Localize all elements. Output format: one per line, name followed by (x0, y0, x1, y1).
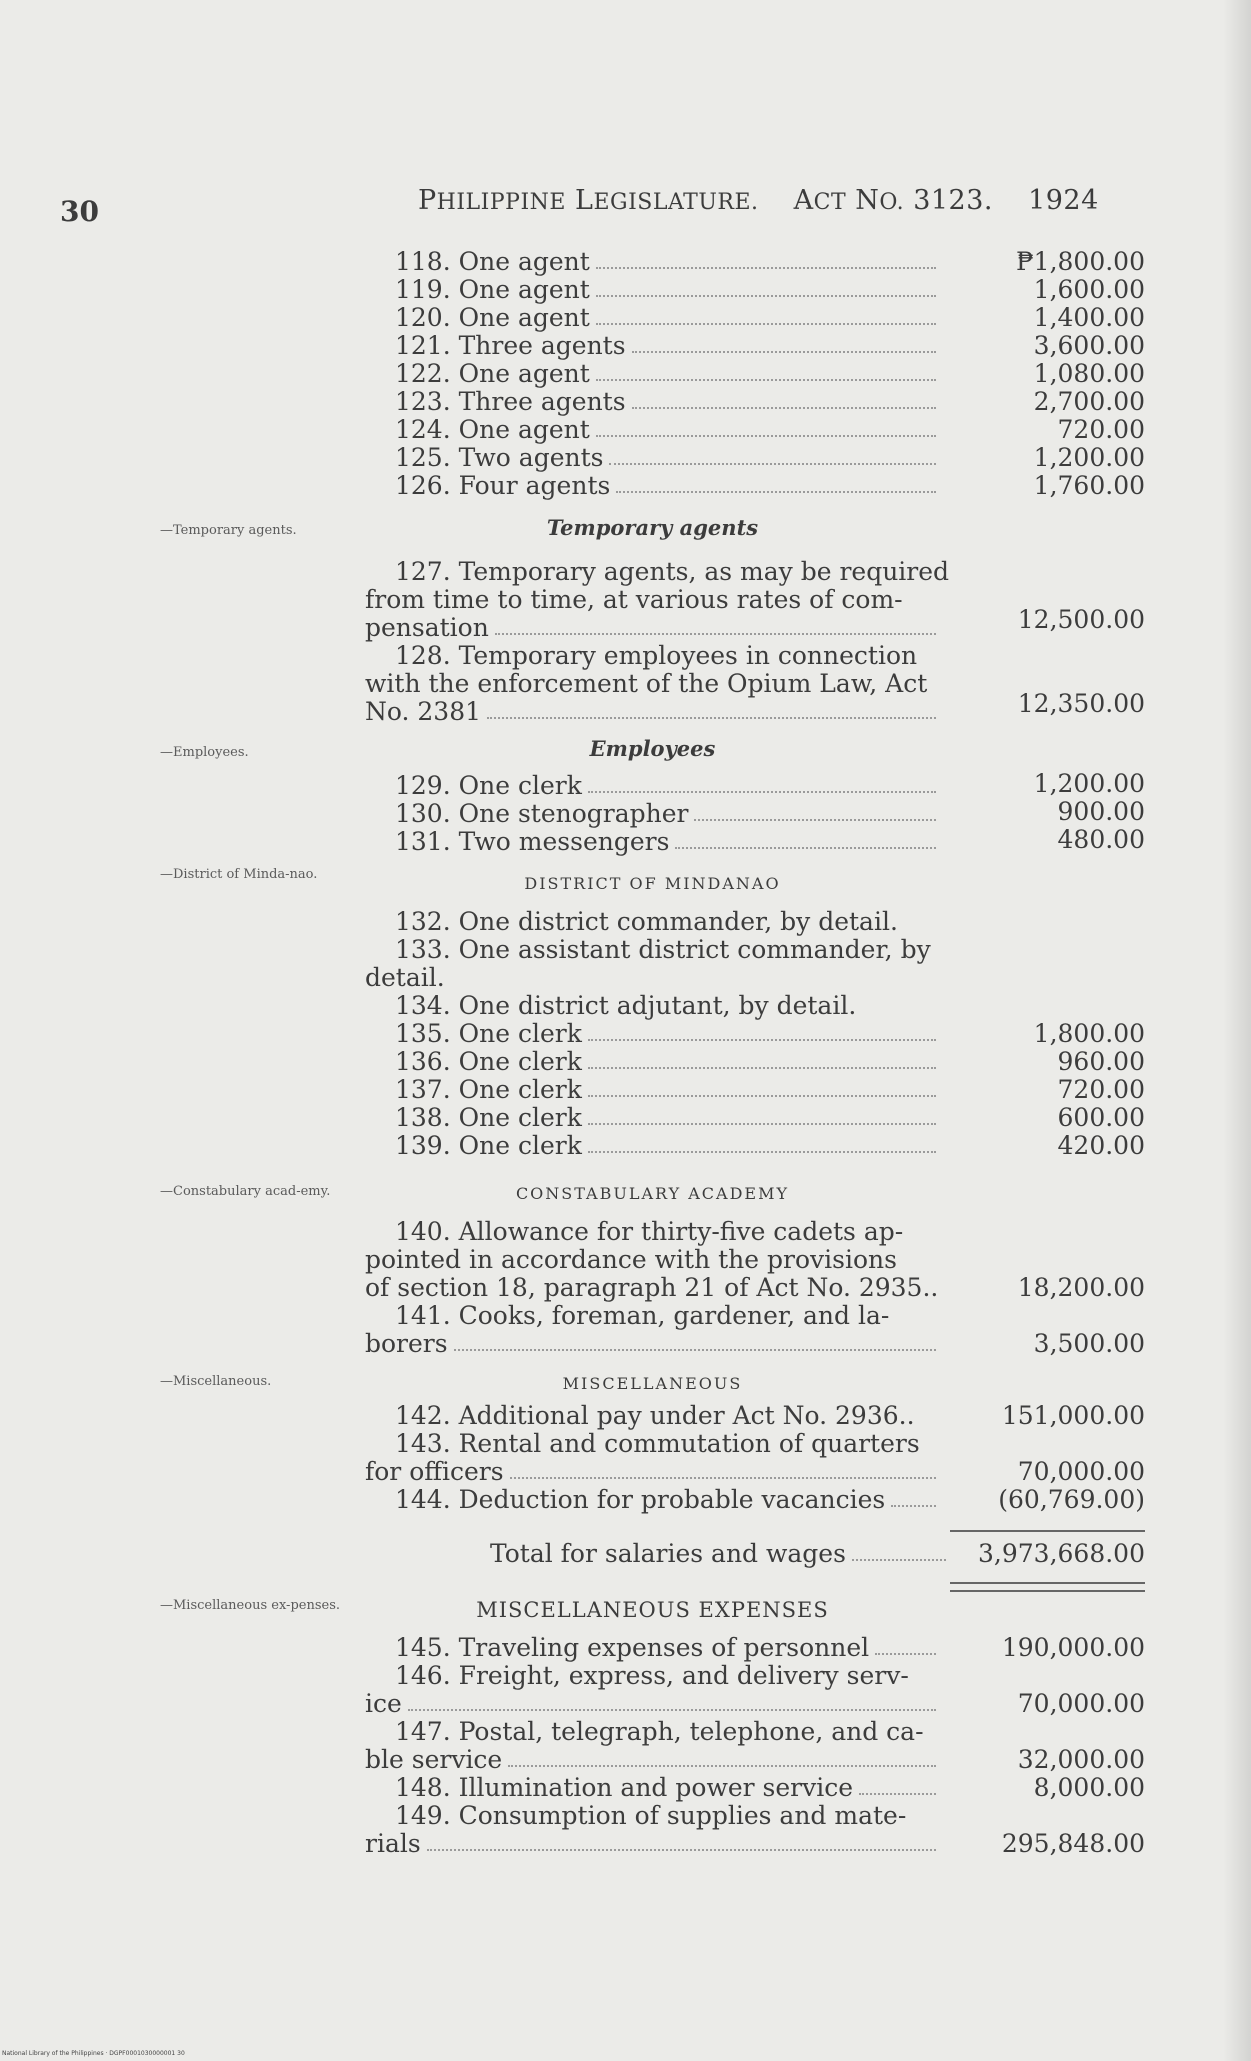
line-item (365, 557, 950, 586)
line-item (365, 698, 940, 726)
margin-note: —Employees. (160, 745, 249, 760)
dot-leader (891, 1486, 936, 1507)
item-text: 143. Rental and commutation of quarters (395, 1429, 920, 1458)
line-item (365, 828, 940, 856)
item-text: 127. Temporary agents, as may be required (395, 557, 950, 586)
item-label: 131. Two messengers (395, 827, 670, 856)
line-item (365, 1330, 940, 1358)
line-item (365, 936, 940, 964)
line-item (365, 1690, 940, 1718)
line-item (365, 1430, 940, 1458)
item-amount: 1,200.00 (1033, 769, 1145, 798)
item-label: 135. One clerk (395, 1019, 582, 1048)
dot-leader (609, 444, 936, 465)
item-label: 121. Three agents (395, 331, 626, 360)
dot-leader (596, 416, 936, 437)
line-item (365, 360, 940, 388)
item-label: 129. One clerk (395, 771, 582, 800)
line-item (365, 472, 940, 500)
item-amount: 600.00 (1057, 1103, 1145, 1132)
item-text: 146. Freight, express, and delivery serv- (395, 1661, 909, 1690)
dot-leader (596, 276, 936, 297)
item-text: 140. Allowance for thirty-five cadets ap- (395, 1217, 904, 1246)
line-item (365, 1402, 940, 1430)
section-heading: MISCELLANEOUS (562, 1374, 743, 1393)
line-item (365, 1132, 940, 1160)
item-amount: 1,600.00 (1033, 275, 1145, 304)
item-label: ice (365, 1689, 402, 1718)
item-label: 125. Two agents (395, 443, 604, 472)
header-word-rest: EGISLATURE. (593, 190, 759, 215)
margin-note: —Constabulary acad-emy. (160, 1184, 331, 1199)
total-label: Total for salaries and wages (490, 1539, 846, 1568)
item-text: detail. (365, 963, 445, 992)
item-amount: 295,848.00 (1001, 1829, 1145, 1858)
item-amount: 70,000.00 (1017, 1457, 1145, 1486)
line-item (365, 248, 940, 276)
item-label: 144. Deduction for probable vacancies (395, 1485, 886, 1514)
dot-leader (675, 828, 936, 849)
dot-leader (588, 1048, 936, 1069)
dot-leader (852, 1540, 946, 1561)
item-amount: 3,500.00 (1033, 1329, 1145, 1358)
margin-note: —Temporary agents. (160, 523, 297, 538)
item-label: 138. One clerk (395, 1103, 582, 1132)
header-act-number: 3123. (913, 185, 993, 216)
line-item (365, 304, 940, 332)
dot-leader (596, 360, 936, 381)
item-text: 149. Consumption of supplies and mate- (395, 1801, 907, 1830)
item-label: 137. One clerk (395, 1075, 582, 1104)
line-item (365, 388, 940, 416)
dot-leader (632, 332, 936, 353)
header-word-initial: L (575, 185, 594, 216)
line-item (365, 614, 940, 642)
header-word-rest: O. (879, 190, 905, 215)
dot-leader (596, 304, 936, 325)
line-item (365, 1774, 940, 1802)
dot-leader (427, 1830, 936, 1851)
item-amount: 18,200.00 (1017, 1273, 1145, 1302)
line-item (365, 416, 940, 444)
line-item (365, 964, 940, 992)
item-amount: 960.00 (1057, 1047, 1145, 1076)
line-item (365, 1048, 940, 1076)
section-heading: CONSTABULARY ACADEMY (515, 1184, 790, 1203)
item-amount: 480.00 (1057, 825, 1145, 854)
item-text: 132. One district commander, by detail. (395, 907, 898, 936)
dot-leader (588, 1132, 936, 1153)
item-amount: 1,760.00 (1033, 471, 1145, 500)
item-label: 136. One clerk (395, 1047, 582, 1076)
item-text: 134. One district adjutant, by detail. (395, 991, 857, 1020)
item-text: 133. One assistant district commander, by (395, 935, 931, 964)
item-amount: (60,769.00) (998, 1485, 1145, 1514)
item-label: 130. One stenographer (395, 799, 689, 828)
item-text: 128. Temporary employees in connection (395, 641, 918, 670)
dot-leader (454, 1330, 936, 1351)
item-amount: 720.00 (1057, 415, 1145, 444)
item-amount: 420.00 (1057, 1131, 1145, 1160)
line-item (365, 1274, 940, 1302)
line-item (365, 1076, 940, 1104)
item-label: 145. Traveling expenses of personnel (395, 1633, 870, 1662)
dot-leader (495, 614, 936, 635)
line-item (365, 1662, 940, 1690)
item-amount: 1,800.00 (1033, 1019, 1145, 1048)
item-label: 123. Three agents (395, 387, 626, 416)
dot-leader (588, 772, 936, 793)
line-item (365, 1634, 940, 1662)
item-label: 139. One clerk (395, 1131, 582, 1160)
section-heading: DISTRICT OF MINDANAO (524, 874, 781, 893)
dot-leader (875, 1634, 936, 1655)
line-item (365, 1802, 940, 1830)
line-item (365, 332, 940, 360)
item-label: borers (365, 1329, 448, 1358)
line-item (365, 908, 940, 936)
line-item (365, 1486, 940, 1514)
item-amount: 12,500.00 (1017, 605, 1145, 634)
item-label: pensation (365, 613, 489, 642)
header-word-rest: HILIPPINE (436, 190, 566, 215)
header-year: 1924 (1028, 185, 1099, 216)
section-heading: Temporary agents (546, 515, 759, 540)
header-word-rest: CT (813, 190, 847, 215)
item-amount: 8,000.00 (1033, 1773, 1145, 1802)
item-amount: 1,400.00 (1033, 303, 1145, 332)
item-text: of section 18, paragraph 21 of Act No. 2935.. (365, 1273, 939, 1302)
item-amount: 12,350.00 (1017, 689, 1145, 718)
dot-leader (487, 698, 936, 719)
section-heading: Employees (589, 736, 716, 761)
dot-leader (588, 1020, 936, 1041)
page-edge-shadow (1223, 0, 1251, 2061)
total-amount: 3,973,668.00 (978, 1539, 1145, 1568)
header-word-initial: A (793, 185, 814, 216)
item-amount: 1,080.00 (1033, 359, 1145, 388)
total-rule (950, 1530, 1145, 1532)
dot-leader (588, 1104, 936, 1125)
line-item (365, 276, 940, 304)
line-item (365, 1218, 940, 1246)
dot-leader (408, 1690, 936, 1711)
item-label: No. 2381 (365, 697, 482, 726)
line-item (365, 1246, 940, 1274)
item-amount: 2,700.00 (1033, 387, 1145, 416)
line-item (365, 1718, 940, 1746)
item-text: 147. Postal, telegraph, telephone, and ca- (395, 1717, 924, 1746)
line-item (365, 1302, 940, 1330)
item-amount: 151,000.00 (1001, 1401, 1145, 1430)
line-item (365, 1746, 940, 1774)
item-text: 141. Cooks, foreman, gardener, and la- (395, 1301, 890, 1330)
total-double-rule (950, 1582, 1145, 1592)
page-number: 30 (60, 195, 99, 228)
line-item (365, 642, 940, 670)
item-amount: ₱1,800.00 (1016, 247, 1145, 276)
section-heading: MISCELLANEOUS EXPENSES (476, 1598, 829, 1622)
item-label: rials (365, 1829, 421, 1858)
dot-leader (859, 1774, 936, 1795)
dot-leader (632, 388, 936, 409)
item-label: ble service (365, 1745, 503, 1774)
item-label: 148. Illumination and power service (395, 1773, 854, 1802)
item-amount: 190,000.00 (1001, 1633, 1145, 1662)
line-item (365, 1830, 940, 1858)
header-word-initial: P (418, 185, 437, 216)
line-item (365, 1458, 940, 1486)
line-item (365, 444, 940, 472)
total-line (490, 1540, 950, 1568)
line-item (365, 800, 940, 828)
item-label: for officers (365, 1457, 504, 1486)
dot-leader (694, 800, 936, 821)
line-item (365, 992, 940, 1020)
item-text: from time to time, at various rates of com- (365, 585, 903, 614)
item-amount: 900.00 (1057, 797, 1145, 826)
line-item (365, 670, 940, 698)
margin-note: —Miscellaneous ex-penses. (160, 1598, 340, 1613)
item-text: pointed in accordance with the provisions (365, 1245, 897, 1274)
line-item (365, 586, 940, 614)
item-label: 124. One agent (395, 415, 590, 444)
dot-leader (596, 248, 936, 269)
item-amount: 3,600.00 (1033, 331, 1145, 360)
dot-leader (616, 472, 936, 493)
item-amount: 1,200.00 (1033, 443, 1145, 472)
line-item (365, 1020, 940, 1048)
line-item (365, 1104, 940, 1132)
header-word-initial: N (855, 185, 880, 216)
item-amount: 720.00 (1057, 1075, 1145, 1104)
item-label: 119. One agent (395, 275, 590, 304)
dot-leader (588, 1076, 936, 1097)
margin-note: —District of Minda-nao. (160, 867, 318, 882)
line-item (365, 772, 940, 800)
item-text: 142. Additional pay under Act No. 2936.. (395, 1401, 915, 1430)
running-header (418, 185, 1099, 216)
item-label: 118. One agent (395, 247, 590, 276)
item-label: 120. One agent (395, 303, 590, 332)
item-text: with the enforcement of the Opium Law, Act (365, 669, 928, 698)
item-amount: 70,000.00 (1017, 1689, 1145, 1718)
margin-note: —Miscellaneous. (160, 1374, 272, 1389)
dot-leader (510, 1458, 936, 1479)
item-label: 126. Four agents (395, 471, 611, 500)
scan-footer: National Library of the Philippines · DGPF0001030000001 30 (2, 2050, 185, 2057)
dot-leader (508, 1746, 936, 1767)
item-label: 122. One agent (395, 359, 590, 388)
item-amount: 32,000.00 (1017, 1745, 1145, 1774)
